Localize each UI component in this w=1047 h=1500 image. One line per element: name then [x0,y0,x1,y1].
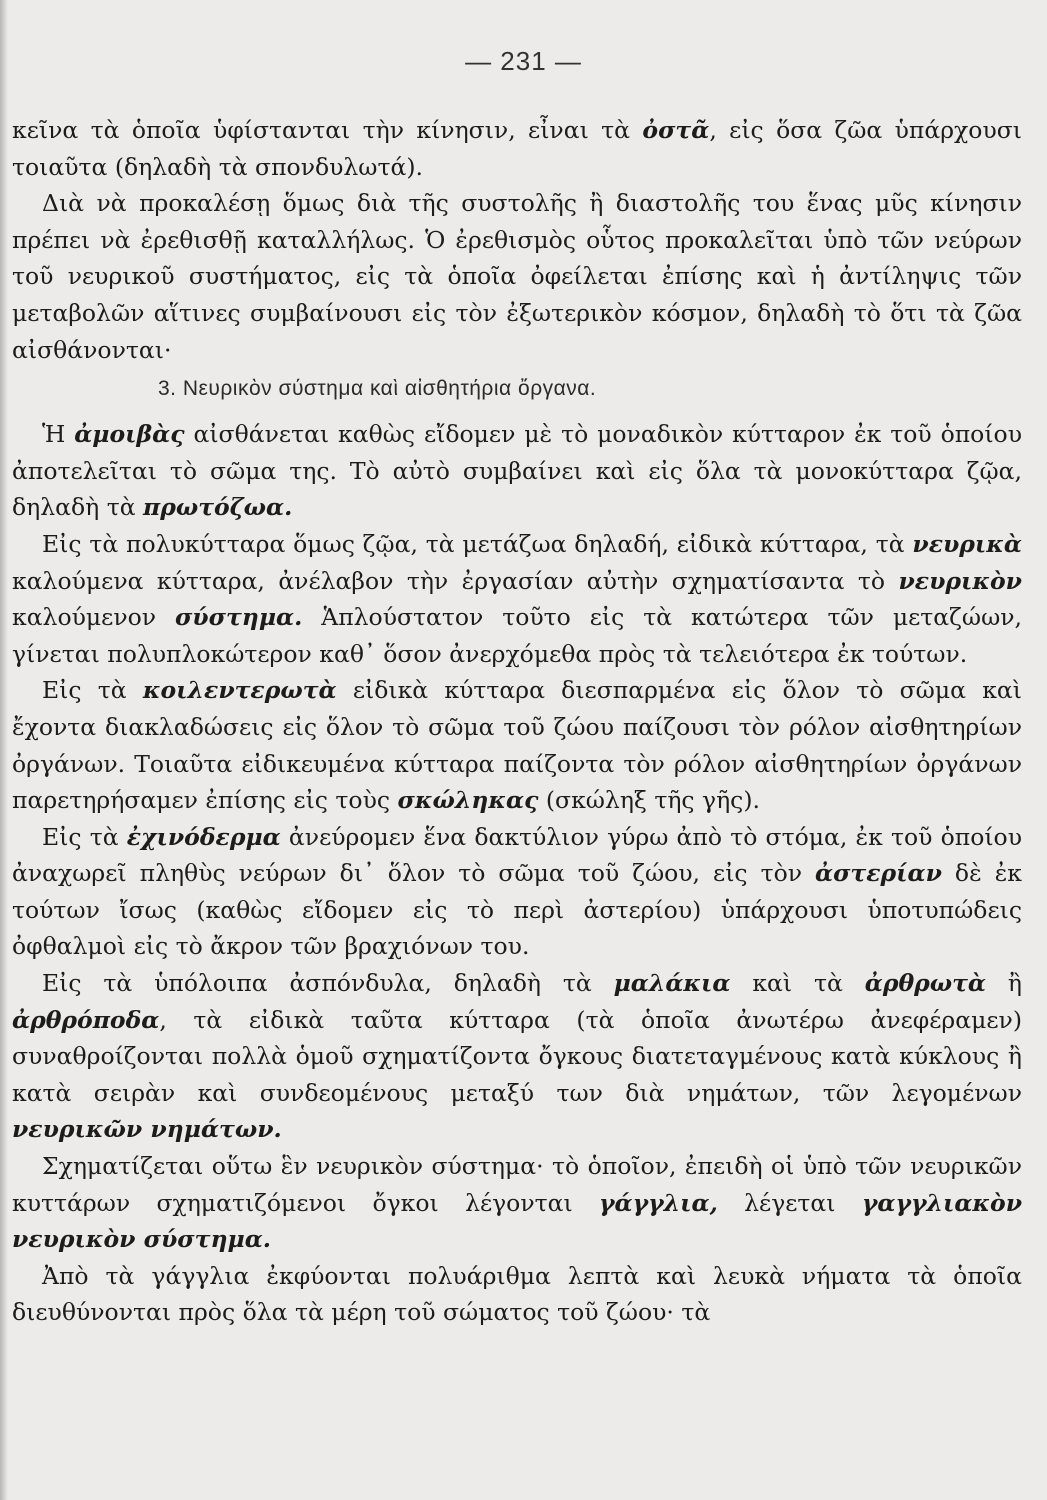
text-run: Εἰς τὰ [42,822,127,851]
text-run: εἰδικὰ κύτταρα διεσπαρμένα εἰς ὅλον τὸ σῶμα καὶ ἔχοντα διακλαδώσεις εἰς ὅλον τὸ σῶμα τοῦ ζώου παίζουσι τὸν ρόλον αἰσθητηρίων ὀργάνων. Τοιαῦτα εἰδικευμένα κύτταρα παίζοντα τὸν ρόλον αἰσθητηρίων ὀργάνων παρετηρήσαμεν ἐπίσης εἰς τοὺς [12,676,1022,815]
paragraph [12,819,1022,965]
text-run: Σχηματίζεται οὕτω ἓν νευρικὸν σύστημα· τὸ ὁποῖον, ἐπειδὴ οἱ ὑπὸ τῶν νευρικῶν κυττάρων σχηματιζόμενοι ὄγκοι λέγονται [12,1152,1022,1217]
text-run: , εἰς ὅσα ζῶα ὑπάρχουσι τοιαῦτα (δηλαδὴ τὰ σπονδυλωτά). [12,116,1022,181]
emphasized-term: σύστημα. [174,603,303,632]
emphasized-term: νευρικὸν [898,566,1022,595]
text-run: Εἰς τὰ [42,676,143,705]
text-run: Ἀπὸ τὰ γάγγλια ἐκφύονται πολυάριθμα λεπτὰ καὶ λευκὰ νήματα τὰ ὁποῖα διευθύνονται πρὸς ὅλα τὰ μέρη τοῦ σώματος τοῦ ζώου· τὰ [12,1261,1022,1327]
emphasized-term: μαλάκια [613,969,731,998]
text-run: κεῖνα τὰ ὁποῖα ὑφίστανται τὴν κίνησιν, εἶναι τὰ [12,116,643,144]
emphasized-term: κοιλεντερωτὰ [142,676,337,705]
emphasized-term: γάγγλια, [599,1188,718,1217]
page-binding-edge [0,0,8,1500]
text-run: Ἁπλούστατον τοῦτο εἰς τὰ κατώτερα τῶν μεταζώων, γίνεται πολυπλοκώτερον καθ᾿ ὅσον ἀνερχόμεθα πρὸς τὰ τελειότερα ἐκ τούτων. [12,603,1022,668]
emphasized-term: ἀστερίαν [815,859,942,888]
emphasized-term: ἀρθρόποδα [12,1005,160,1034]
paragraph [12,185,1022,368]
emphasized-term: ἀμοιβὰς [74,420,185,449]
paragraph [12,526,1022,672]
emphasized-term: ὀστᾶ [642,116,710,144]
paragraph [12,1148,1022,1258]
paragraph [12,965,1022,1148]
paragraph [12,672,1022,818]
page-number: — 231 — [465,46,582,76]
text-run: Ἡ [42,420,75,449]
paragraph [12,1258,1022,1331]
emphasized-term: σκώληκας [397,786,539,815]
text-run: αἰσθάνεται καθὼς εἴδομεν μὲ τὸ μοναδικὸν κύτταρον ἐκ τοῦ ὁποίου ἀποτελεῖται τὸ σῶμα της. Τὸ αὐτὸ συμβαίνει καὶ εἰς ὅλα τὰ μονοκύτταρα ζῷα, δηλαδὴ τὰ [12,420,1022,522]
text-run: καλούμενον [12,603,175,632]
paragraph [12,416,1022,526]
text-run: καὶ τὰ [730,969,865,998]
emphasized-term: νευρικὰ [912,529,1022,558]
text-run: λέγεται [717,1188,862,1217]
emphasized-term: πρωτόζωα. [143,493,293,522]
emphasized-term: νευρικῶν νημάτων. [12,1115,282,1144]
text-run: Εἰς τὰ πολυκύτταρα ὅμως ζῷα, τὰ μετάζωα δηλαδή, εἰδικὰ κύτταρα, τὰ [42,529,913,558]
text-run: ἀνεύρομεν ἕνα δακτύλιον γύρω ἀπὸ τὸ στόμα, ἐκ τοῦ ὁποίου ἀναχωρεῖ πληθὺς νεύρων δι᾿ ὅλον τὸ σῶμα τοῦ ζώου, εἰς τὸν [12,822,1022,888]
section-heading: 3. Νευρικὸν σύστημα καὶ αἰσθητήρια ὄργανα. [158,377,597,401]
text-run: Διὰ νὰ προκαλέσῃ ὅμως διὰ τῆς συστολῆς ἢ διαστολῆς του ἕνας μῦς κίνησιν πρέπει νὰ ἐρεθισθῇ καταλλήλως. Ὁ ἐρεθισμὸς οὗτος προκαλεῖται ὑπὸ τῶν νεύρων τοῦ νευρικοῦ συστήματος, εἰς τὰ ὁποῖα ὀφείλεται ἐπίσης καὶ ἡ ἀντίληψις τῶν μεταβολῶν αἵτινες συμβαίνουσι εἰς τὸν ἐξωτερικὸν κόσμον, δηλαδὴ τὸ ὅτι τὰ ζῶα αἰσθάνονται· [12,189,1022,364]
text-run: (σκώληξ τῆς γῆς). [538,786,760,815]
emphasized-term: ἀρθρωτὰ [864,969,987,998]
text-run: Εἰς τὰ ὑπόλοιπα ἀσπόνδυλα, δηλαδὴ τὰ [42,969,614,998]
emphasized-term: γαγγλιακὸν νευρικὸν σύστημα. [12,1188,1023,1254]
text-run: ἢ [986,969,1022,998]
emphasized-term: ἐχινόδερμα [126,822,281,851]
text-run: , τὰ εἰδικὰ ταῦτα κύτταρα (τὰ ὁποῖα ἀνωτέρω ἀνεφέραμεν) συναθροίζονται πολλὰ ὁμοῦ σχηματίζοντα ὄγκους διατεταγμένους κατὰ κύκλους ἢ κατὰ σειρὰν καὶ συνδεομένους μεταξύ των διὰ νημάτων, τῶν λεγομένων [12,1005,1022,1107]
paragraph [12,112,1022,185]
text-run: καλούμενα κύτταρα, ἀνέλαβον τὴν ἐργασίαν αὐτὴν σχηματίσαντα τὸ [12,566,899,595]
text-run: δὲ ἐκ τούτων ἴσως (καθὼς εἴδομεν εἰς τὸ περὶ ἀστερίου) ὑπάρχουσι ὑποτυπώδεις ὀφθαλμοὶ εἰς τὸ ἄκρον τῶν βραχιόνων του. [12,859,1022,961]
body-text [12,112,1022,1331]
